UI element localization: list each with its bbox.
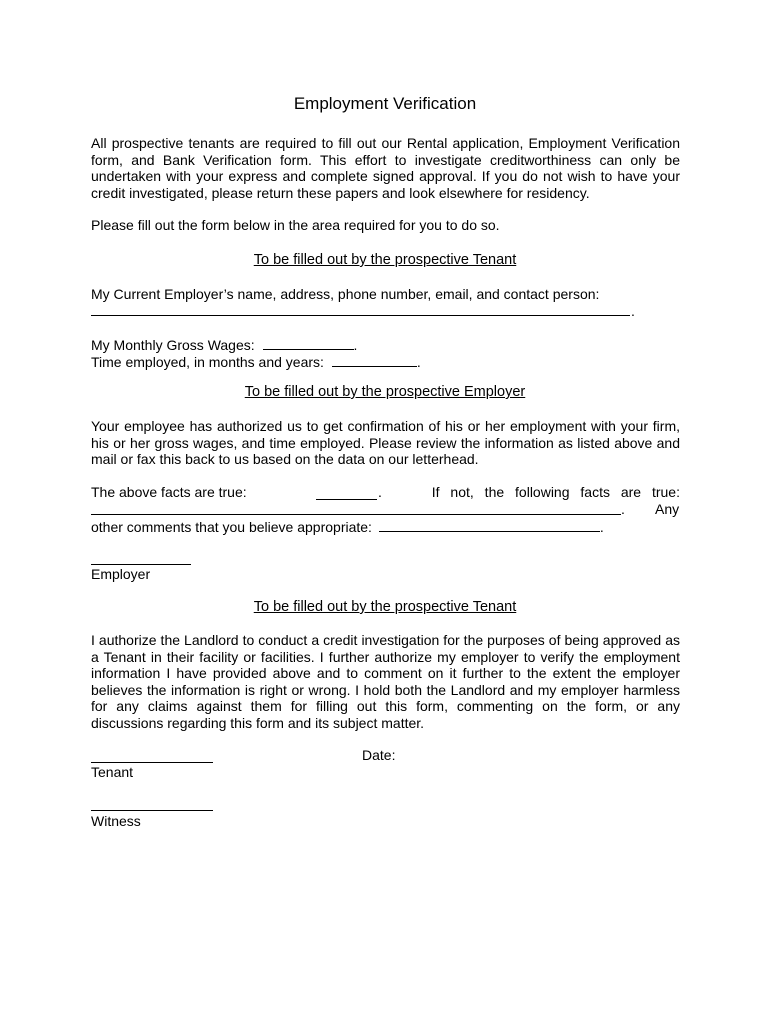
facts-period: .	[378, 484, 382, 500]
employer-info-period: .	[631, 303, 635, 319]
corrected-facts-field[interactable]	[91, 514, 621, 515]
wages-field[interactable]	[263, 335, 354, 350]
tenant-signature-line[interactable]	[91, 762, 213, 763]
employer-instructions: Your employee has authorized us to get confirmation of his or her employment with your firm, his or her gross wages, and time employed. Please review the information as listed above and mail or fax this back to us based on the data on our letterhead.	[91, 418, 680, 467]
employer-section-heading: To be filled out by the prospective Employer	[244, 384, 526, 400]
other-comments-field[interactable]	[379, 517, 600, 532]
facts-true-field[interactable]	[316, 485, 377, 500]
intro-paragraph: All prospective tenants are required to fill out our Rental application, Employment Verification form, and Bank Verification form. This effort to investigate creditworthiness can only be undertaken with your express and complete signed approval. If you do not wish to have your credit investigated, please return these papers and look elsewhere for residency.	[91, 135, 680, 201]
other-comments-row	[91, 517, 604, 536]
authorization-paragraph: I authorize the Landlord to conduct a credit investigation for the purposes of being approved as a Tenant in their facility or facilities. I further authorize my employer to verify the employment information I have provided above and to comment on it further to the extent the employer believes the information is right or wrong. I hold both the Landlord and my employer harmless for any claims against them for filling out this form, commenting on the form, or any discussions regarding this form and its subject matter.	[91, 632, 680, 731]
tenant-section-heading: To be filled out by the prospective Tenant	[253, 252, 517, 268]
employer-signature-label: Employer	[91, 566, 151, 582]
tenant-label: Tenant	[91, 764, 134, 780]
page-title: Employment Verification	[293, 94, 477, 113]
any-label: Any	[655, 501, 680, 517]
other-comments-label: other comments that you believe appropriate:	[91, 519, 372, 535]
facts-label: The above facts are true:	[91, 484, 247, 500]
time-employed-label: Time employed, in months and years:	[91, 354, 324, 370]
date-label: Date:	[362, 747, 396, 763]
time-employed-field[interactable]	[332, 352, 417, 367]
wages-row	[91, 335, 357, 354]
time-employed-period: .	[416, 354, 421, 370]
witness-label: Witness	[91, 813, 141, 829]
authorization-section-heading: To be filled out by the prospective Tenant	[253, 599, 517, 615]
witness-signature-line[interactable]	[91, 810, 213, 811]
wages-period: .	[353, 337, 358, 353]
employer-prompt: My Current Employer’s name, address, phone number, email, and contact person:	[91, 286, 600, 302]
employer-signature-line[interactable]	[91, 564, 191, 565]
wages-label: My Monthly Gross Wages:	[91, 337, 255, 353]
employer-info-field[interactable]	[91, 315, 630, 316]
other-comments-period: .	[599, 519, 604, 535]
corrected-facts-period: .	[621, 501, 625, 517]
time-employed-row	[91, 352, 421, 371]
if-not-label: If not, the following facts are true:	[431, 484, 680, 500]
instruction-text: Please fill out the form below in the area required for you to do so.	[91, 217, 500, 233]
facts-row	[91, 484, 680, 501]
